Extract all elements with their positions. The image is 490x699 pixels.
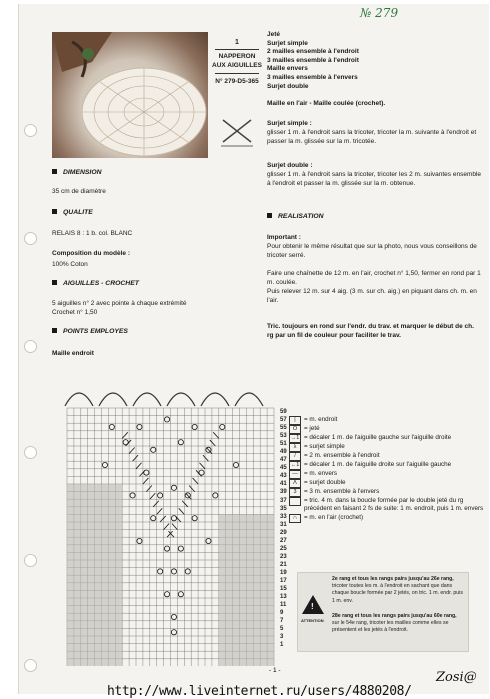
- aiguilles-line2: Crochet n° 1,50: [52, 309, 98, 316]
- warning-text2: 28e rang et tous les rangs pairs jusqu'au 60e rang, sur le 54e rang, tricoter les mailles comme elles se présentent et les jetés à l'endroit.: [332, 613, 457, 634]
- legend-item: [289, 434, 484, 443]
- row-number: 9: [280, 610, 284, 617]
- page-number: - 1 -: [269, 667, 281, 674]
- legend-item: [289, 488, 484, 497]
- stitch-item: 3 mailles ensemble à l'envers: [267, 73, 358, 81]
- row-number: 1: [280, 642, 284, 649]
- binder-hole: [24, 659, 37, 672]
- surjet-simple-heading: Surjet simple :: [267, 120, 312, 127]
- row-number: 29: [280, 529, 287, 536]
- realisation-heading: REALISATION: [267, 213, 324, 220]
- row-number: 33: [280, 513, 287, 520]
- legend-symbol: ⌒: [289, 497, 301, 506]
- legend-item: [289, 425, 484, 434]
- row-number: 51: [280, 441, 287, 448]
- legend-text: = tric. 4 m. dans la boucle formée par le double jeté du rg précédent en faisant 2 fs de suite: 1 m. endroit, puis 1 m. envers: [304, 497, 484, 513]
- legend-symbol: λ: [289, 443, 301, 452]
- legend-item: [289, 514, 484, 523]
- row-number: 25: [280, 545, 287, 552]
- legend-symbol: /: [289, 452, 301, 461]
- legend-text: = 2 m. ensemble à l'endroit: [304, 452, 380, 459]
- legend-item: [289, 497, 484, 514]
- binder-hole: [24, 124, 37, 137]
- row-number: 53: [280, 433, 287, 440]
- row-number: 57: [280, 417, 287, 424]
- row-number: 17: [280, 577, 287, 584]
- surjet-double-text: glisser 1 m. à l'endroit sans la tricoter, tricoter les 2 m. suivantes ensemble à l'endroit et passer la m. glissée sur la m. obtenue.: [267, 171, 482, 187]
- source-url: http://www.liveinternet.ru/users/4880208/: [107, 684, 412, 699]
- binder-hole: [24, 554, 37, 567]
- legend-symbol: 3: [289, 488, 301, 497]
- legend-symbol: |: [289, 416, 301, 425]
- stitch-list: [267, 31, 482, 91]
- legend-symbol: →1: [290, 435, 300, 441]
- qualite-heading: QUALITE: [52, 209, 93, 216]
- chart-legend: [289, 416, 484, 523]
- dimension-text: 35 cm de diamètre: [52, 188, 106, 195]
- legend-symbol: O: [289, 425, 301, 434]
- stitch-item: Jeté: [267, 31, 281, 38]
- signature: Zosi@: [436, 670, 477, 685]
- row-number: 19: [280, 569, 287, 576]
- legend-item: [289, 443, 484, 452]
- row-number: 41: [280, 481, 287, 488]
- stitch-item: 2 mailles ensemble à l'endroit: [267, 48, 359, 56]
- dimension-heading: DIMENSION: [52, 169, 102, 176]
- legend-text: = décaler 1 m. de l'aiguille gauche sur l'aiguille droite: [304, 434, 452, 441]
- instruction-para2: Puis relever 12 m. sur 4 aig. (3 m. sur ch. aig.) en piquant dans ch. m. en l'air.: [267, 288, 477, 304]
- legend-symbol: ∩: [289, 514, 301, 523]
- warning-text1: 2e rang et tous les rangs pairs jusqu'au 26e rang, tricoter toutes les m. à l'endroit en sachant que dans chaque boucle formée par 2 jetés, on tric. 1 m. endr. puis 1 m. env.: [332, 576, 463, 604]
- legend-text: = m. envers: [304, 470, 338, 477]
- legend-text: = surjet double: [304, 479, 346, 486]
- binder-hole: [24, 446, 37, 459]
- row-number-column: [280, 408, 287, 649]
- qualite-text: RELAIS 8 : 1 b. col. BLANC: [52, 230, 133, 237]
- legend-item: [289, 470, 484, 479]
- legend-item: [289, 452, 484, 461]
- composition-text: 100% Coton: [52, 261, 88, 268]
- important-heading: Important :: [267, 234, 301, 241]
- row-number: 11: [280, 602, 287, 609]
- row-number: 49: [280, 449, 287, 456]
- row-number: 37: [280, 497, 287, 504]
- row-number: 43: [280, 473, 287, 480]
- handwritten-note: № 279: [360, 6, 399, 20]
- doily-photo: [52, 32, 208, 158]
- pattern-title-line2: AUX AIGUILLES: [212, 62, 262, 69]
- aiguilles-line1: 5 aiguilles n° 2 avec pointe à chaque extrémité: [52, 300, 187, 307]
- instruction-para3: Tric. toujours en rond sur l'endr. du trav. et marquer le début de ch. rg par un fil de couleur pour faciliter le trav.: [267, 323, 474, 339]
- row-number: 7: [280, 618, 284, 625]
- stitch-item: Surjet simple: [267, 39, 308, 47]
- composition-label: Composition du modèle :: [52, 250, 130, 257]
- stitch-item: Maille envers: [267, 65, 308, 73]
- knitting-chart: [63, 376, 277, 666]
- row-number: 21: [280, 561, 287, 568]
- maille-air-text: Maille en l'air - Maille coulée (crochet).: [267, 100, 386, 107]
- row-number: 27: [280, 537, 287, 544]
- row-number: 47: [280, 457, 287, 464]
- pattern-page: [18, 4, 489, 699]
- pattern-tag: [209, 38, 265, 102]
- legend-symbol: ←1: [290, 462, 300, 468]
- surjet-simple-text: glisser 1 m. à l'endroit sans la tricoter, tricoter la m. suivante à l'endroit et passer la m. glissée sur la m. tricotée.: [267, 129, 477, 145]
- attention-label: ATTENTION: [301, 618, 324, 623]
- legend-text: = jeté: [304, 425, 320, 432]
- stitch-item: 3 mailles ensemble à l'endroit: [267, 56, 359, 64]
- row-number: 15: [280, 586, 287, 593]
- points-heading: POINTS EMPLOYES: [52, 328, 128, 335]
- legend-text: = décaler 1 m. de l'aiguille droite sur l'aiguille gauche: [304, 461, 452, 468]
- pattern-title-line1: NAPPERON: [218, 53, 256, 60]
- aiguilles-heading: AIGUILLES - CROCHET: [52, 280, 139, 287]
- stitch-item: Surjet double: [267, 82, 309, 90]
- row-number: 39: [280, 489, 287, 496]
- points-first: Maille endroit: [52, 350, 94, 357]
- row-number: 3: [280, 634, 284, 641]
- row-number: 13: [280, 594, 287, 601]
- row-number: 31: [280, 521, 287, 528]
- row-number: 55: [280, 425, 287, 432]
- pattern-ref: N° 279-D5-365: [215, 78, 259, 85]
- surjet-double-heading: Surjet double :: [267, 162, 313, 169]
- pattern-number: 1: [235, 39, 239, 46]
- instruction-para1: Faire une chaînette de 12 m. en l'air, crochet n° 1,50, fermer en rond par 1 m. coulée.: [267, 270, 481, 286]
- legend-text: = surjet simple: [304, 443, 345, 450]
- important-text: Pour obtenir le même résultat que sur la photo, nous vous conseillons de tricoter serré.: [267, 243, 477, 259]
- binder-hole: [24, 232, 37, 245]
- legend-text: = m. endroit: [304, 416, 338, 423]
- legend-item: [289, 479, 484, 488]
- legend-symbol: —: [289, 470, 301, 479]
- row-number: 23: [280, 553, 287, 560]
- legend-text: = 3 m. ensemble à l'envers: [304, 488, 380, 495]
- legend-item: [289, 461, 484, 470]
- binder-hole: [24, 340, 37, 353]
- needles-icon: [217, 112, 257, 152]
- attention-box: ! ATTENTION 2e rang et tous les rangs pairs jusqu'au 26e rang, tricoter toutes les m. à l'endroit en sachant que dans chaque boucle formée par 2 jetés, on tric. 1 m. endr. puis 1 m. env. 28e rang et tous les rangs pairs jusqu'au 60e rang, sur le 54e rang, tricoter les mailles comme elles se présentent et les jetés à l'endroit.: [297, 572, 469, 652]
- row-number: 59: [280, 409, 287, 415]
- row-number: 45: [280, 465, 287, 472]
- row-number: 35: [280, 505, 287, 512]
- legend-item: [289, 416, 484, 425]
- row-number: 5: [280, 626, 284, 633]
- legend-text: = m. en l'air (crochet): [304, 513, 364, 521]
- legend-symbol: Λ: [289, 479, 301, 488]
